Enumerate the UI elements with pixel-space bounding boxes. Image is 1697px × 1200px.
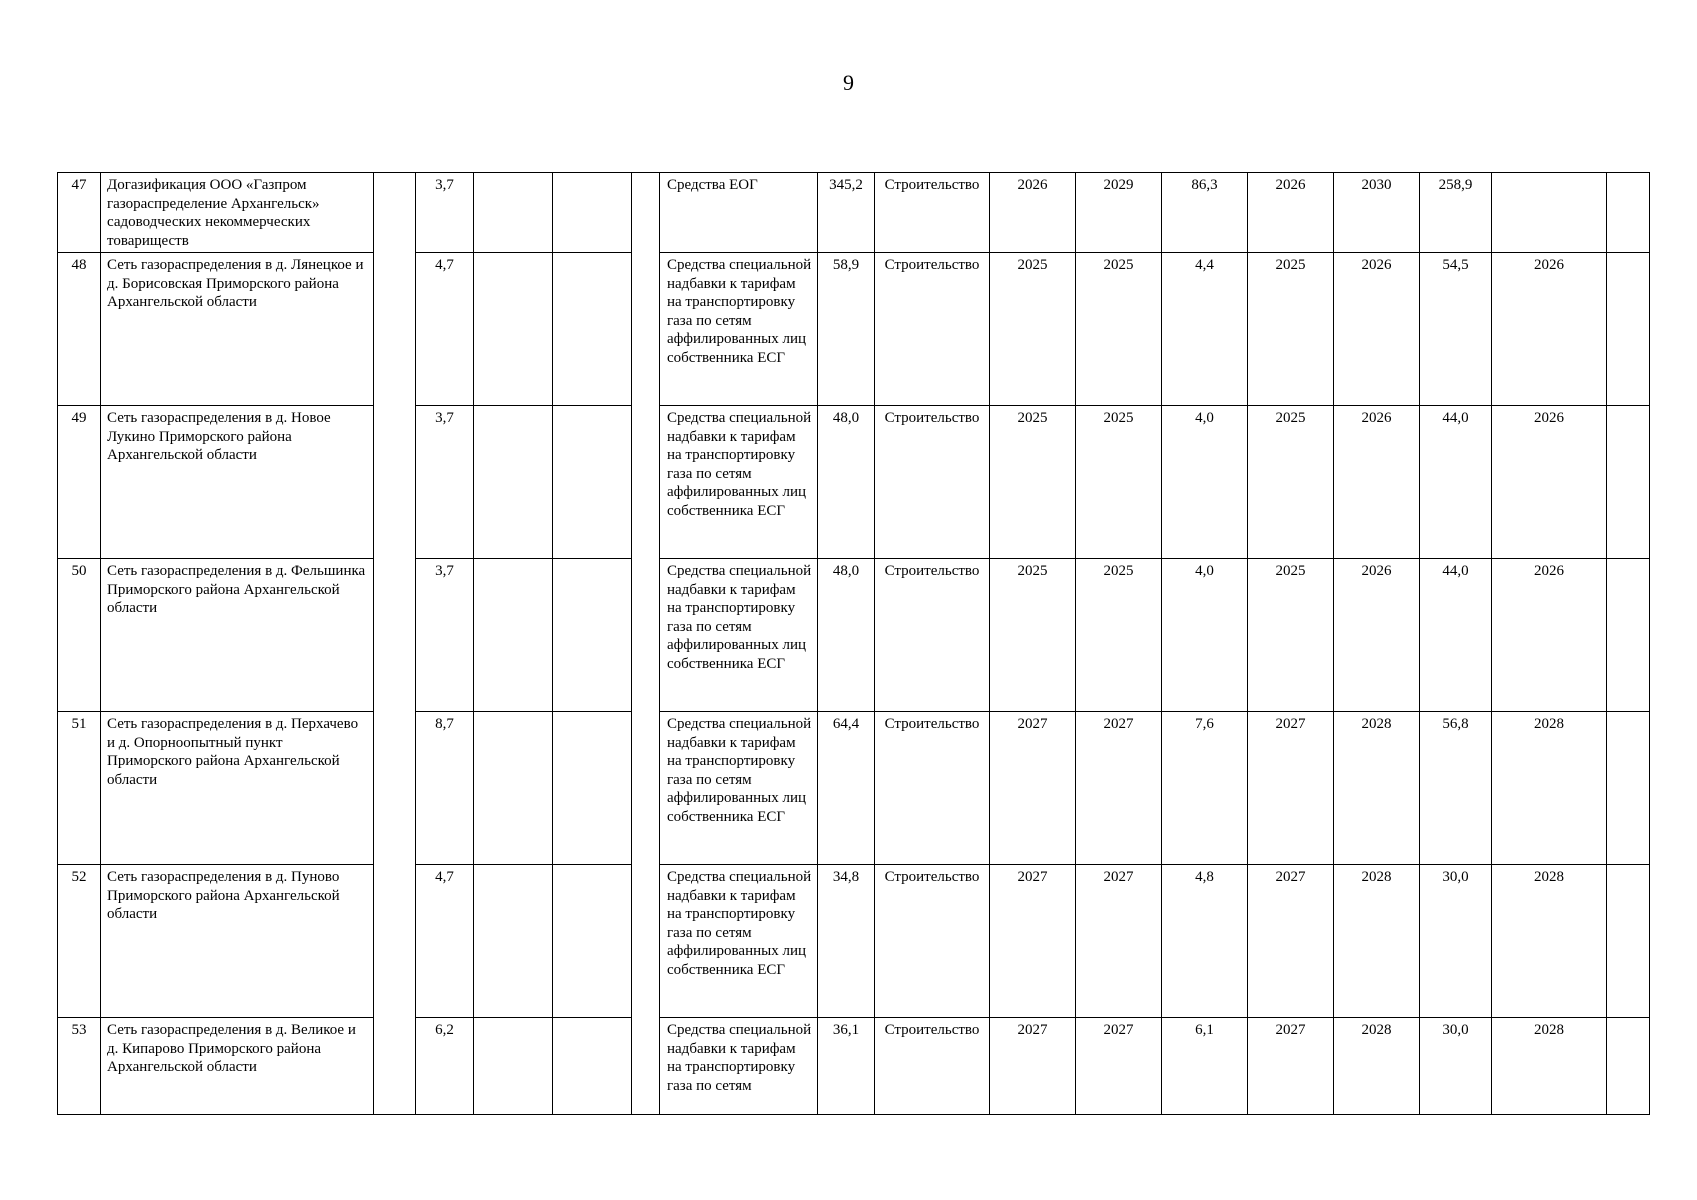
- work-stage: Строительство: [875, 559, 990, 712]
- design-cost: 7,6: [1162, 712, 1248, 865]
- length-km: 4,7: [416, 253, 474, 406]
- empty-cell: [553, 406, 632, 559]
- construction-start-year: 2025: [1248, 406, 1334, 559]
- design-start-year: 2026: [990, 173, 1076, 253]
- object-name: Сеть газораспределения в д. Лянецкое и д. Борисовская Приморского района Архангельской области: [101, 253, 374, 406]
- length-km: 3,7: [416, 173, 474, 253]
- construction-cost: 258,9: [1420, 173, 1492, 253]
- table-row: [58, 253, 1650, 406]
- table-row: [58, 865, 1650, 1018]
- empty-cell: [374, 712, 416, 865]
- row-number: 49: [58, 406, 101, 559]
- empty-cell: [374, 173, 416, 253]
- length-km: 6,2: [416, 1018, 474, 1115]
- row-number: 53: [58, 1018, 101, 1115]
- empty-cell: [553, 712, 632, 865]
- total-cost: 34,8: [818, 865, 875, 1018]
- object-name: Сеть газораспределения в д. Новое Лукино Приморского района Архангельской области: [101, 406, 374, 559]
- empty-cell: [553, 173, 632, 253]
- construction-end-year: 2026: [1334, 253, 1420, 406]
- length-km: 4,7: [416, 865, 474, 1018]
- commissioning-year: 2028: [1492, 712, 1607, 865]
- construction-cost: 56,8: [1420, 712, 1492, 865]
- empty-cell: [632, 1018, 660, 1115]
- empty-cell: [474, 865, 553, 1018]
- empty-cell: [632, 406, 660, 559]
- empty-cell: [632, 559, 660, 712]
- object-name: Сеть газораспределения в д. Перхачево и д. Опорноопытный пункт Приморского района Архангельской области: [101, 712, 374, 865]
- design-cost: 4,0: [1162, 559, 1248, 712]
- empty-cell: [553, 1018, 632, 1115]
- empty-cell: [374, 253, 416, 406]
- empty-cell: [474, 1018, 553, 1115]
- total-cost: 36,1: [818, 1018, 875, 1115]
- gasification-table: [57, 172, 1650, 1115]
- design-cost: 4,4: [1162, 253, 1248, 406]
- construction-cost: 54,5: [1420, 253, 1492, 406]
- construction-cost: 30,0: [1420, 1018, 1492, 1115]
- commissioning-year: 2026: [1492, 253, 1607, 406]
- funding-source: Средства специальной надбавки к тарифам на транспортировку газа по сетям аффилированных лиц собственника ЕСГ: [660, 712, 818, 865]
- construction-start-year: 2027: [1248, 1018, 1334, 1115]
- total-cost: 48,0: [818, 559, 875, 712]
- work-stage: Строительство: [875, 406, 990, 559]
- design-start-year: 2025: [990, 559, 1076, 712]
- object-name: Сеть газораспределения в д. Фельшинка Приморского района Архангельской области: [101, 559, 374, 712]
- empty-cell: [1607, 712, 1650, 865]
- construction-end-year: 2026: [1334, 406, 1420, 559]
- row-number: 48: [58, 253, 101, 406]
- construction-end-year: 2026: [1334, 559, 1420, 712]
- funding-source: Средства ЕОГ: [660, 173, 818, 253]
- funding-source: Средства специальной надбавки к тарифам на транспортировку газа по сетям: [660, 1018, 818, 1115]
- design-cost: 4,0: [1162, 406, 1248, 559]
- empty-cell: [632, 253, 660, 406]
- empty-cell: [1607, 559, 1650, 712]
- design-end-year: 2027: [1076, 712, 1162, 865]
- object-name: Сеть газораспределения в д. Пуново Приморского района Архангельской области: [101, 865, 374, 1018]
- empty-cell: [632, 173, 660, 253]
- design-end-year: 2025: [1076, 559, 1162, 712]
- object-name: Догазификация ООО «Газпром газораспределение Архангельск» садоводческих некоммерческих товариществ: [101, 173, 374, 253]
- construction-end-year: 2030: [1334, 173, 1420, 253]
- construction-start-year: 2026: [1248, 173, 1334, 253]
- work-stage: Строительство: [875, 865, 990, 1018]
- design-end-year: 2025: [1076, 253, 1162, 406]
- empty-cell: [474, 253, 553, 406]
- work-stage: Строительство: [875, 253, 990, 406]
- design-end-year: 2029: [1076, 173, 1162, 253]
- table-row: [58, 712, 1650, 865]
- commissioning-year: 2028: [1492, 865, 1607, 1018]
- construction-start-year: 2025: [1248, 253, 1334, 406]
- length-km: 8,7: [416, 712, 474, 865]
- construction-start-year: 2027: [1248, 865, 1334, 1018]
- empty-cell: [632, 865, 660, 1018]
- empty-cell: [474, 406, 553, 559]
- commissioning-year: [1492, 173, 1607, 253]
- length-km: 3,7: [416, 559, 474, 712]
- design-start-year: 2025: [990, 406, 1076, 559]
- construction-end-year: 2028: [1334, 1018, 1420, 1115]
- work-stage: Строительство: [875, 1018, 990, 1115]
- construction-cost: 44,0: [1420, 559, 1492, 712]
- empty-cell: [1607, 865, 1650, 1018]
- empty-cell: [553, 559, 632, 712]
- construction-start-year: 2027: [1248, 712, 1334, 865]
- table-row: [58, 1018, 1650, 1115]
- total-cost: 345,2: [818, 173, 875, 253]
- design-cost: 6,1: [1162, 1018, 1248, 1115]
- design-cost: 86,3: [1162, 173, 1248, 253]
- row-number: 51: [58, 712, 101, 865]
- design-cost: 4,8: [1162, 865, 1248, 1018]
- work-stage: Строительство: [875, 173, 990, 253]
- construction-start-year: 2025: [1248, 559, 1334, 712]
- empty-cell: [474, 559, 553, 712]
- page-number: 9: [843, 70, 854, 95]
- construction-cost: 44,0: [1420, 406, 1492, 559]
- empty-cell: [374, 559, 416, 712]
- funding-source: Средства специальной надбавки к тарифам на транспортировку газа по сетям аффилированных лиц собственника ЕСГ: [660, 253, 818, 406]
- total-cost: 64,4: [818, 712, 875, 865]
- funding-source: Средства специальной надбавки к тарифам на транспортировку газа по сетям аффилированных лиц собственника ЕСГ: [660, 559, 818, 712]
- funding-source: Средства специальной надбавки к тарифам на транспортировку газа по сетям аффилированных лиц собственника ЕСГ: [660, 865, 818, 1018]
- funding-source: Средства специальной надбавки к тарифам на транспортировку газа по сетям аффилированных лиц собственника ЕСГ: [660, 406, 818, 559]
- empty-cell: [632, 712, 660, 865]
- design-end-year: 2027: [1076, 865, 1162, 1018]
- construction-end-year: 2028: [1334, 865, 1420, 1018]
- construction-cost: 30,0: [1420, 865, 1492, 1018]
- empty-cell: [1607, 173, 1650, 253]
- row-number: 47: [58, 173, 101, 253]
- empty-cell: [474, 712, 553, 865]
- table-row: [58, 406, 1650, 559]
- work-stage: Строительство: [875, 712, 990, 865]
- empty-cell: [1607, 253, 1650, 406]
- empty-cell: [553, 865, 632, 1018]
- design-start-year: 2027: [990, 865, 1076, 1018]
- empty-cell: [1607, 1018, 1650, 1115]
- total-cost: 58,9: [818, 253, 875, 406]
- design-end-year: 2027: [1076, 1018, 1162, 1115]
- construction-end-year: 2028: [1334, 712, 1420, 865]
- row-number: 50: [58, 559, 101, 712]
- total-cost: 48,0: [818, 406, 875, 559]
- commissioning-year: 2026: [1492, 406, 1607, 559]
- row-number: 52: [58, 865, 101, 1018]
- empty-cell: [474, 173, 553, 253]
- empty-cell: [553, 253, 632, 406]
- design-start-year: 2027: [990, 1018, 1076, 1115]
- design-end-year: 2025: [1076, 406, 1162, 559]
- empty-cell: [374, 406, 416, 559]
- length-km: 3,7: [416, 406, 474, 559]
- empty-cell: [374, 1018, 416, 1115]
- empty-cell: [1607, 406, 1650, 559]
- design-start-year: 2025: [990, 253, 1076, 406]
- design-start-year: 2027: [990, 712, 1076, 865]
- commissioning-year: 2026: [1492, 559, 1607, 712]
- empty-cell: [374, 865, 416, 1018]
- table-row: [58, 559, 1650, 712]
- table-row: [58, 173, 1650, 253]
- commissioning-year: 2028: [1492, 1018, 1607, 1115]
- object-name: Сеть газораспределения в д. Великое и д. Кипарово Приморского района Архангельской области: [101, 1018, 374, 1115]
